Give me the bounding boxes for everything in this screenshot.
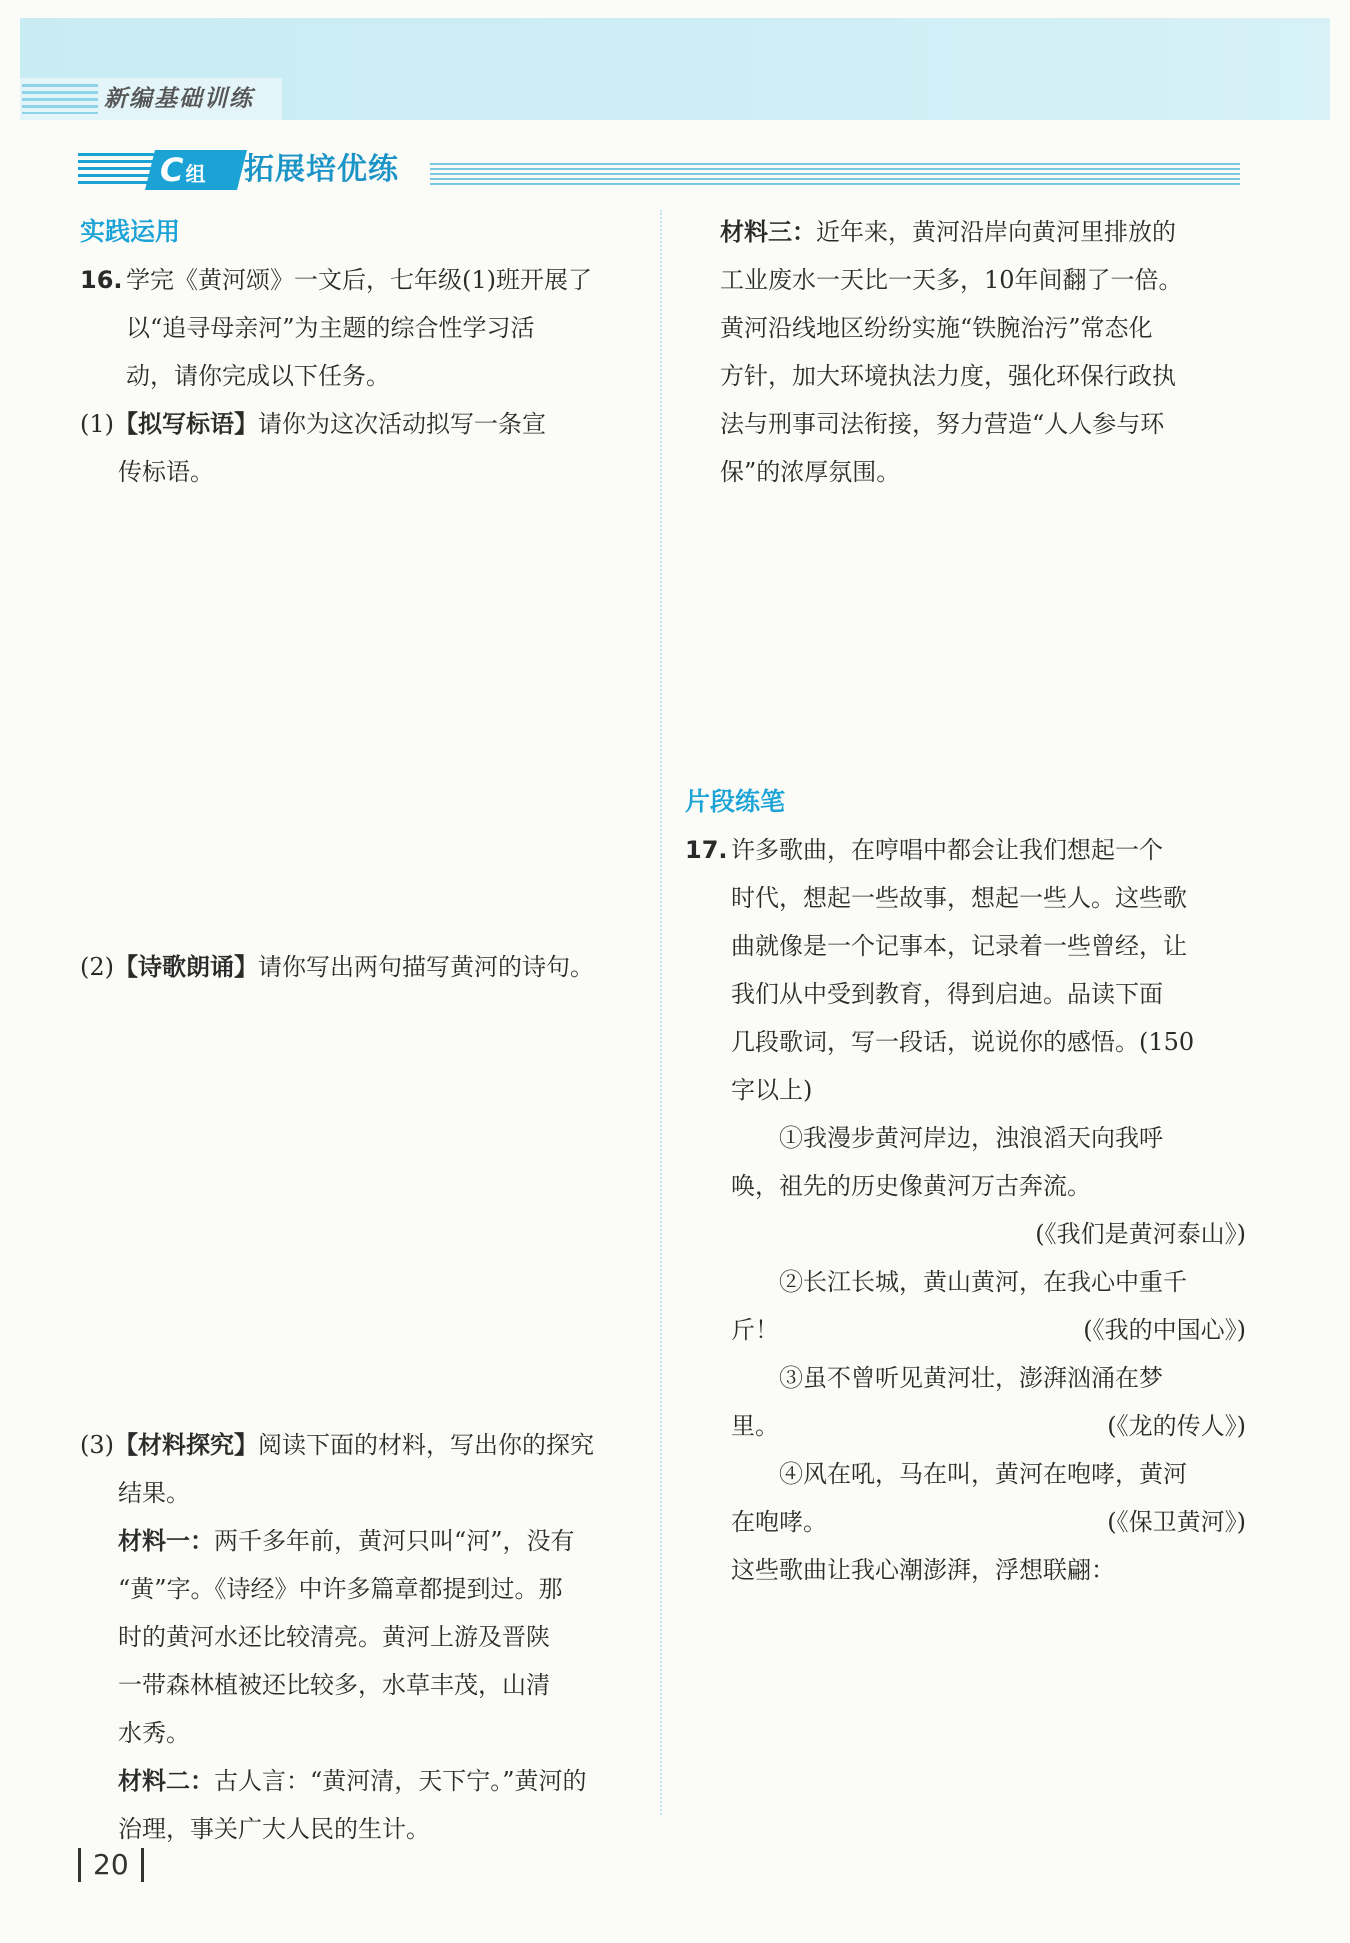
material3-line: 黄河沿线地区纷纷实施“铁腕治污”常态化 [720, 314, 1153, 342]
material1-first [118, 1517, 575, 1565]
material2-label: 材料二： [118, 1767, 214, 1795]
material1-line: 两千多年前，黄河只叫“河”，没有 [214, 1527, 575, 1555]
part3-tag: 【材料探究】 [114, 1431, 258, 1459]
brand-stripes [22, 84, 98, 114]
material3-line: 方针，加大环境执法力度，强化环保行政执 [720, 362, 1176, 390]
column-divider [660, 210, 662, 1815]
material2-line: 治理，事关广大人民的生计。 [118, 1815, 430, 1843]
part2-tag: 【诗歌朗诵】 [114, 953, 258, 981]
lyric-line: ③虽不曾听见黄河壮，澎湃汹涌在梦 [779, 1364, 1163, 1392]
group-suffix: 组 [185, 162, 206, 186]
material1-line: 时的黄河水还比较清亮。黄河上游及晋陕 [118, 1623, 550, 1651]
subheading-practice: 实践运用 [80, 217, 181, 246]
q16-part2 [80, 943, 594, 991]
lyric-line: ②长江长城，黄山黄河，在我心中重千 [779, 1268, 1187, 1296]
q16-part3 [80, 1421, 594, 1469]
lyric-line: ①我漫步黄河岸边，浊浪滔天向我呼 [779, 1124, 1163, 1152]
group-letter: C [160, 151, 184, 189]
material2-line: 古人言：“黄河清，天下宁。”黄河的 [214, 1767, 587, 1795]
q17-line: 字以上) [731, 1076, 813, 1104]
lyric-line: ④风在吼，马在叫，黄河在咆哮，黄河 [779, 1460, 1187, 1488]
material2-first [118, 1757, 587, 1805]
section-stripes-left [78, 153, 154, 187]
material3-line: 工业废水一天比一天多，10年间翻了一倍。 [720, 266, 1183, 294]
part1-tag: 【拟写标语】 [114, 410, 258, 438]
q17-line: 我们从中受到教育，得到启迪。品读下面 [731, 980, 1163, 1008]
q16-line: 动，请你完成以下任务。 [126, 362, 390, 390]
material3-line: 法与刑事司法衔接，努力营造“人人参与环 [720, 410, 1165, 438]
material3-line: 近年来，黄河沿岸向黄河里排放的 [816, 218, 1176, 246]
lyric-source: (《我们是黄河泰山》) [1035, 1220, 1246, 1248]
q16-part1 [80, 400, 546, 448]
material3-line: 保”的浓厚氛围。 [720, 458, 901, 486]
q16-line: 学完《黄河颂》一文后，七年级(1)班开展了 [126, 266, 592, 294]
group-badge-label [160, 150, 205, 190]
lyric-line: 里。 [731, 1412, 779, 1440]
q17-number: 17. [685, 836, 728, 864]
q17-line: 时代，想起一些故事，想起一些人。这些歌 [731, 884, 1187, 912]
lyric-line: 斤！ [731, 1316, 779, 1344]
part3-text-cont: 结果。 [118, 1479, 190, 1507]
brand-title: 新编基础训练 [104, 86, 254, 112]
section-stripes-right [430, 163, 1240, 185]
lyric-line: 在咆哮。 [731, 1508, 827, 1536]
lyric-source: (《龙的传人》) [1107, 1412, 1246, 1440]
part3-prefix: (3) [80, 1431, 114, 1459]
part1-text-cont: 传标语。 [118, 458, 214, 486]
part1-prefix: (1) [80, 410, 114, 438]
q17-closing: 这些歌曲让我心潮澎湃，浮想联翩： [731, 1556, 1115, 1584]
q17-line: 许多歌曲，在哼唱中都会让我们想起一个 [731, 836, 1163, 864]
q17-line: 曲就像是一个记事本，记录着一些曾经，让 [731, 932, 1187, 960]
material3-label: 材料三： [720, 218, 816, 246]
page-number: 20 [78, 1848, 144, 1882]
q16-number: 16. [80, 266, 123, 294]
lyric-source: (《我的中国心》) [1083, 1316, 1246, 1344]
part2-prefix: (2) [80, 953, 114, 981]
material1-line: 一带森林植被还比较多，水草丰茂，山清 [118, 1671, 550, 1699]
q17-line: 几段歌词，写一段话，说说你的感悟。(150 [731, 1028, 1195, 1056]
part1-text: 请你为这次活动拟写一条宣 [258, 410, 546, 438]
material3-first [720, 208, 1176, 256]
material1-label: 材料一： [118, 1527, 214, 1555]
section-title: 拓展培优练 [244, 152, 399, 187]
q16-line: 以“追寻母亲河”为主题的综合性学习活 [126, 314, 535, 342]
material1-line: 水秀。 [118, 1719, 190, 1747]
part3-text: 阅读下面的材料，写出你的探究 [258, 1431, 594, 1459]
part2-text: 请你写出两句描写黄河的诗句。 [258, 953, 594, 981]
subheading-writing: 片段练笔 [685, 787, 786, 816]
lyric-line: 唤，祖先的历史像黄河万古奔流。 [731, 1172, 1091, 1200]
material1-line: “黄”字。《诗经》中许多篇章都提到过。那 [118, 1575, 563, 1603]
lyric-source: (《保卫黄河》) [1107, 1508, 1246, 1536]
